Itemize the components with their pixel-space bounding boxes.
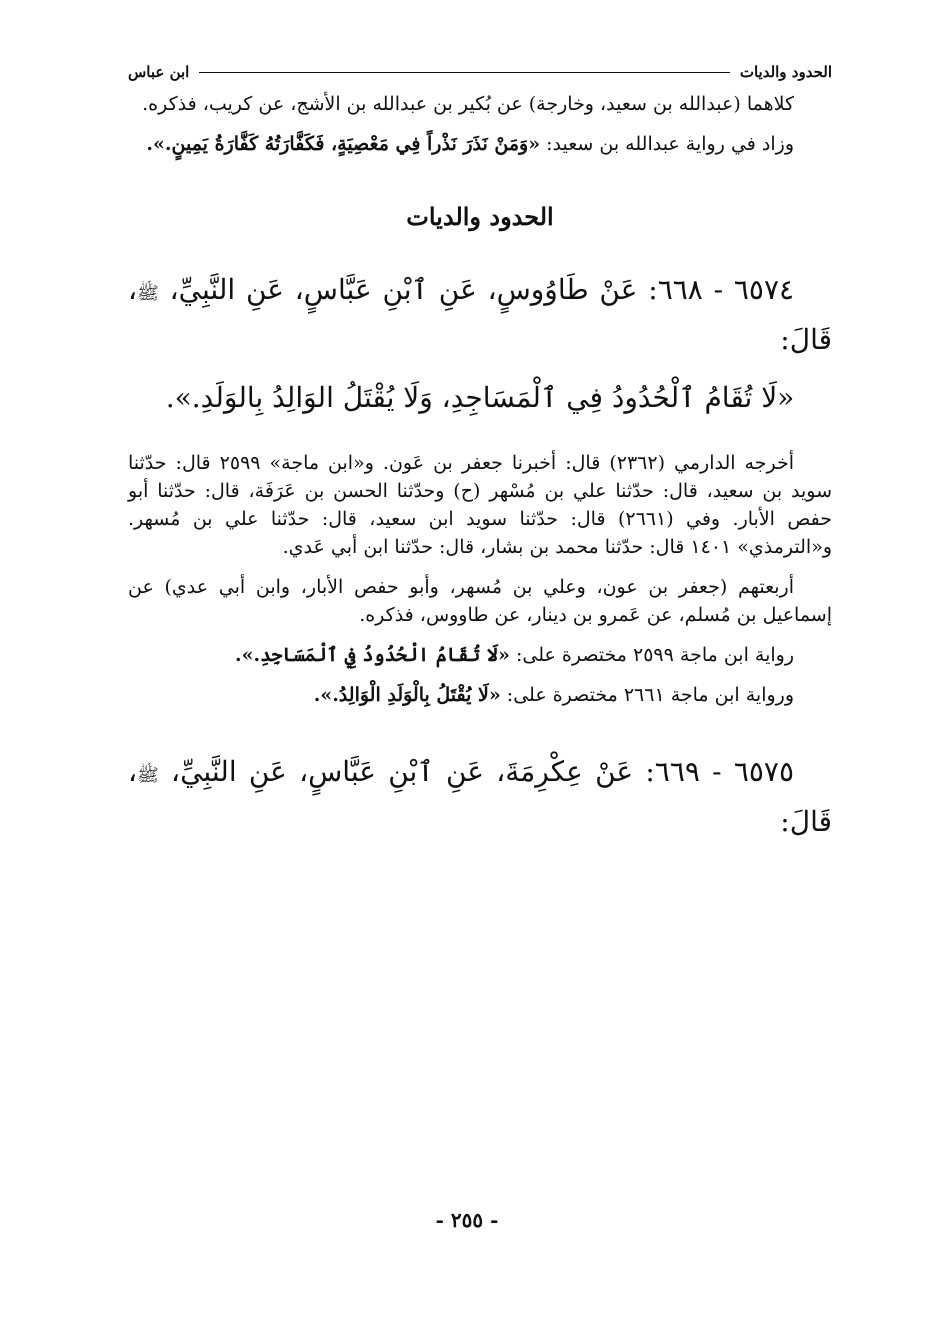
isnad-paragraph: أربعتهم (جعفر بن عون، وعلي بن مُسهر، وأبو حفص الأبار، وابن أبي عدي) عن إسماعيل بن مُسلم، عن عَمرو بن دينار، عن طاووس، فذكره. [128, 576, 832, 626]
addition-quote: «وَمَنْ نَذَرَ نَذْراً فِي مَعْصِيَةٍ، فَكَفَّارَتُهُ كَفَّارَةُ يَمِينٍ.». [146, 133, 541, 155]
riwaya-ibn-majah-2599 [128, 641, 832, 669]
riwaya-ibn-majah-2661 [128, 681, 832, 709]
takhrij-paragraph: أخرجه الدارمي (٢٣٦٢) قال: أخبرنا جعفر بن عَون. و«ابن ماجة» ٢٥٩٩ قال: حدّثنا سويد بن سعيد، قال: حدّثنا علي بن مُسْهر (ح) وحدّثنا الحسن بن عَرَفَة، قال: حدّثنا أبو حفص الأبار. وفي (٢٦٦١) قال: حدّثنا سويد ابن سعيد، قال: حدّثنا علي بن مُسهر. و«الترمذي» ١٤٠١ قال: حدّثنا محمد بن بشار، قال: حدّثنا ابن أبي عَدي. [128, 452, 832, 558]
paragraph-isnad-continuation: كلاهما (عبدالله بن سعيد، وخارجة) عن بُكير بن عبدالله بن الأشج، عن كريب، فذكره. [142, 93, 794, 115]
section-title: الحدود والديات [406, 202, 554, 231]
riwaya-2599-quote: «لَا تُقَامُ الْحُدُودُ فِي ٱلْمَسَاجِدِ.». [234, 644, 510, 666]
header-companion-name: ابن عباس [128, 63, 190, 81]
sallallah-glyph: ﷺ [137, 283, 159, 304]
hadith-6575-chain: ٦٥٧٥ - ٦٦٩: عَنْ عِكْرِمَةَ، عَنِ ٱبْنِ عَبَّاسٍ، عَنِ النَّبِيِّ، [171, 755, 794, 788]
page-body [128, 90, 832, 855]
riwaya-2599-text: رواية ابن ماجة ٢٥٩٩ مختصرة على: [509, 644, 794, 666]
paragraph-addition [128, 130, 832, 158]
hadith-6575-intro [128, 749, 832, 845]
hadith-6574-qal: ، قَالَ: [128, 273, 832, 356]
hadith-6574-matn: «لَا تُقَامُ ٱلْحُدُودُ فِي ٱلْمَسَاجِدِ، وَلَا يُقْتَلُ الوَالِدُ بِالوَلَدِ.». [165, 381, 795, 414]
spacer [128, 721, 832, 749]
addition-text: وزاد في رواية عبدالله بن سعيد: [540, 133, 794, 155]
page-number: - ٢٥٥ - [435, 1208, 499, 1232]
running-header [128, 60, 832, 84]
riwaya-2661-quote: «لَا يُقْتَلُ بِالْوَلَدِ الْوَالِدُ.». [313, 684, 501, 706]
hadith-6574-intro [128, 267, 832, 363]
header-chapter-title: الحدود والديات [739, 63, 832, 81]
hadith-6575-qal: ، قَالَ: [128, 755, 832, 838]
sallallah-glyph: ﷺ [137, 765, 159, 786]
riwaya-2661-text: ورواية ابن ماجة ٢٦٦١ مختصرة على: [500, 684, 794, 706]
header-rule [199, 72, 729, 73]
hadith-6574-chain: ٦٥٧٤ - ٦٦٨: عَنْ طَاوُوسٍ، عَنِ ٱبْنِ عَبَّاسٍ، عَنِ النَّبِيِّ، [169, 273, 795, 306]
